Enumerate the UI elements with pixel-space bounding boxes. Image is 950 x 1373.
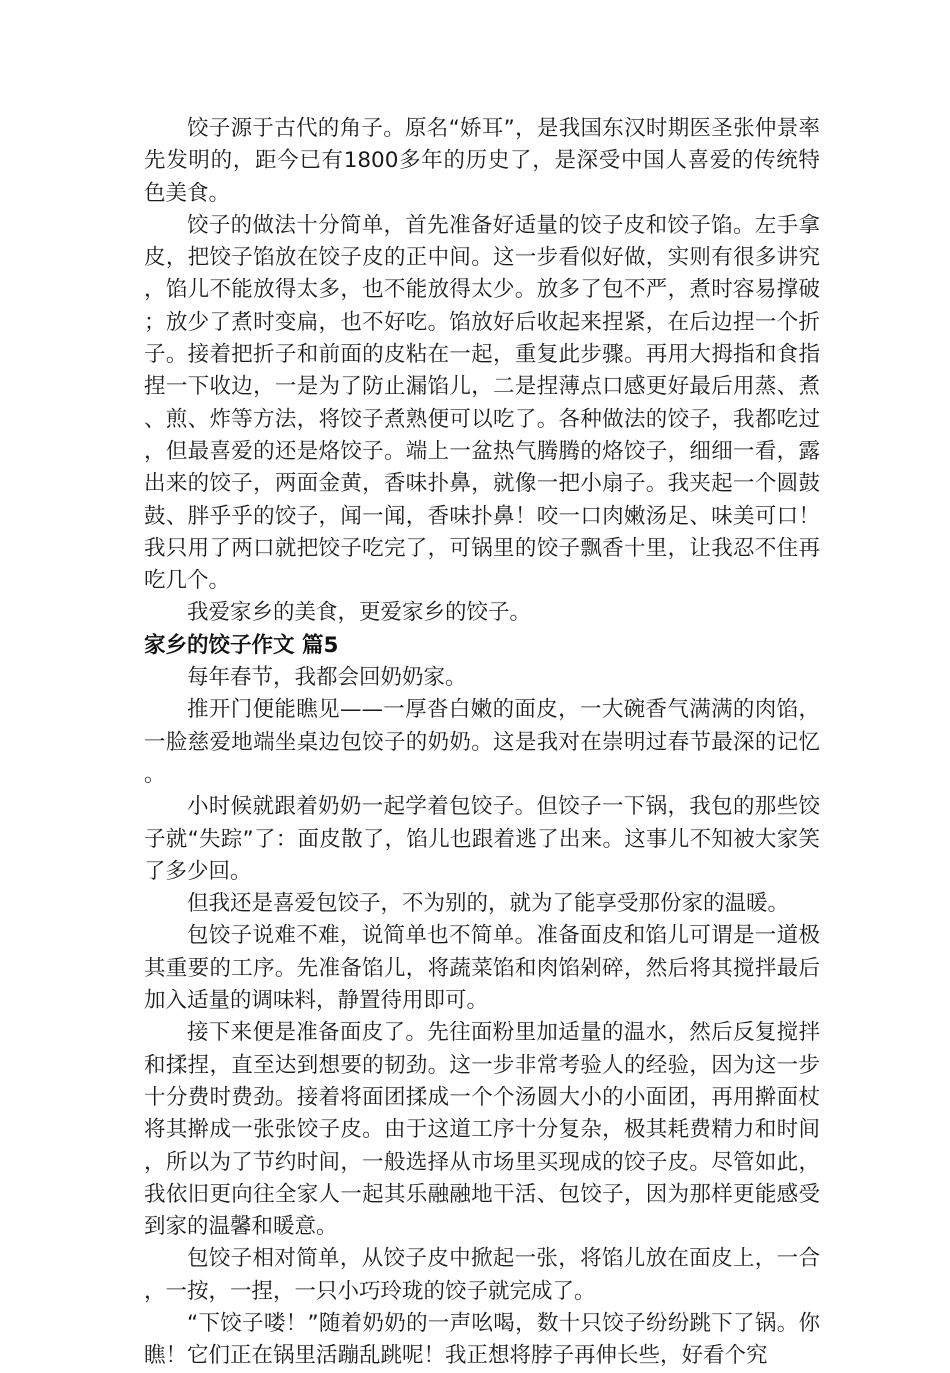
paragraph: 包饺子相对简单，从饺子皮中掀起一张，将馅儿放在面皮上，一合，一按，一捏，一只小巧玲珑的饺子就完成了。 — [144, 1246, 820, 1304]
paragraph: 包饺子说难不难，说简单也不简单。准备面皮和馅儿可谓是一道极其重要的工序。先准备馅儿，将蔬菜馅和肉馅剁碎，然后将其搅拌最后加入适量的调味料，静置待用即可。 — [144, 923, 820, 1014]
paragraph: 饺子的做法十分简单，首先准备好适量的饺子皮和饺子馅。左手拿皮，把饺子馅放在饺子皮的正中间。这一步看似好做，实则有很多讲究，馅儿不能放得太多，也不能放得太少。放多了包不严，煮时容易撑破；放少了煮时变扁，也不好吃。馅放好后收起来捏紧，在后边捏一个折子。接着把折子和前面的皮粘在一起，重复此步骤。再用大拇指和食指捏一下收边，一是为了防止漏馅儿，二是捏薄点口感更好最后用蒸、煮、煎、炸等方法，将饺子煮熟便可以吃了。各种做法的饺子，我都吃过，但最喜爱的还是烙饺子。端上一盆热气腾腾的烙饺子，细细一看，露出来的饺子，两面金黄，香味扑鼻，就像一把小扇子。我夹起一个圆鼓鼓、胖乎乎的饺子，闻一闻，香味扑鼻！咬一口肉嫩汤足、味美可口！我只用了两口就把饺子吃完了，可锅里的饺子飘香十里，让我忍不住再吃几个。 — [144, 212, 820, 594]
section-heading: 家乡的饺子作文 篇5 — [144, 632, 339, 658]
paragraph: 饺子源于古代的角子。原名“娇耳”，是我国东汉时期医圣张仲景率先发明的，距今已有1800多年的历史了，是深受中国人喜爱的传统特色美食。 — [144, 116, 820, 206]
paragraph: 推开门便能瞧见——一厚沓白嫩的面皮，一大碗香气满满的肉馅，一脸慈爱地端坐桌边包饺子的奶奶。这是我对在崇明过春节最深的记忆。 — [144, 697, 820, 787]
paragraph: 小时候就跟着奶奶一起学着包饺子。但饺子一下锅，我包的那些饺子就“失踪”了：面皮散了，馅儿也跟着逃了出来。这事儿不知被大家笑了多少回。 — [144, 794, 820, 884]
paragraph: “下饺子喽！”随着奶奶的一声吆喝，数十只饺子纷纷跳下了锅。你瞧！它们正在锅里活蹦乱跳呢！我正想将脖子再伸长些，好看个究 — [144, 1310, 820, 1369]
paragraph: 我爱家乡的美食，更爱家乡的饺子。 — [187, 600, 532, 626]
paragraph: 每年春节，我都会回奶奶家。 — [187, 665, 467, 691]
article-body — [144, 113, 820, 1373]
paragraph: 但我还是喜爱包饺子，不为别的，就为了能享受那份家的温暖。 — [187, 891, 790, 917]
paragraph: 接下来便是准备面皮了。先往面粉里加适量的温水，然后反复搅拌和揉捏，直至达到想要的韧劲。这一步非常考验人的经验，因为这一步十分费时费劲。接着将面团揉成一个个汤圆大小的小面团，再用擀面杖将其擀成一张张饺子皮。由于这道工序十分复杂，极其耗费精力和时间，所以为了节约时间，一般选择从市场里买现成的饺子皮。尽管如此，我依旧更向往全家人一起其乐融融地干活、包饺子，因为那样更能感受到家的温馨和暖意。 — [144, 1020, 820, 1240]
